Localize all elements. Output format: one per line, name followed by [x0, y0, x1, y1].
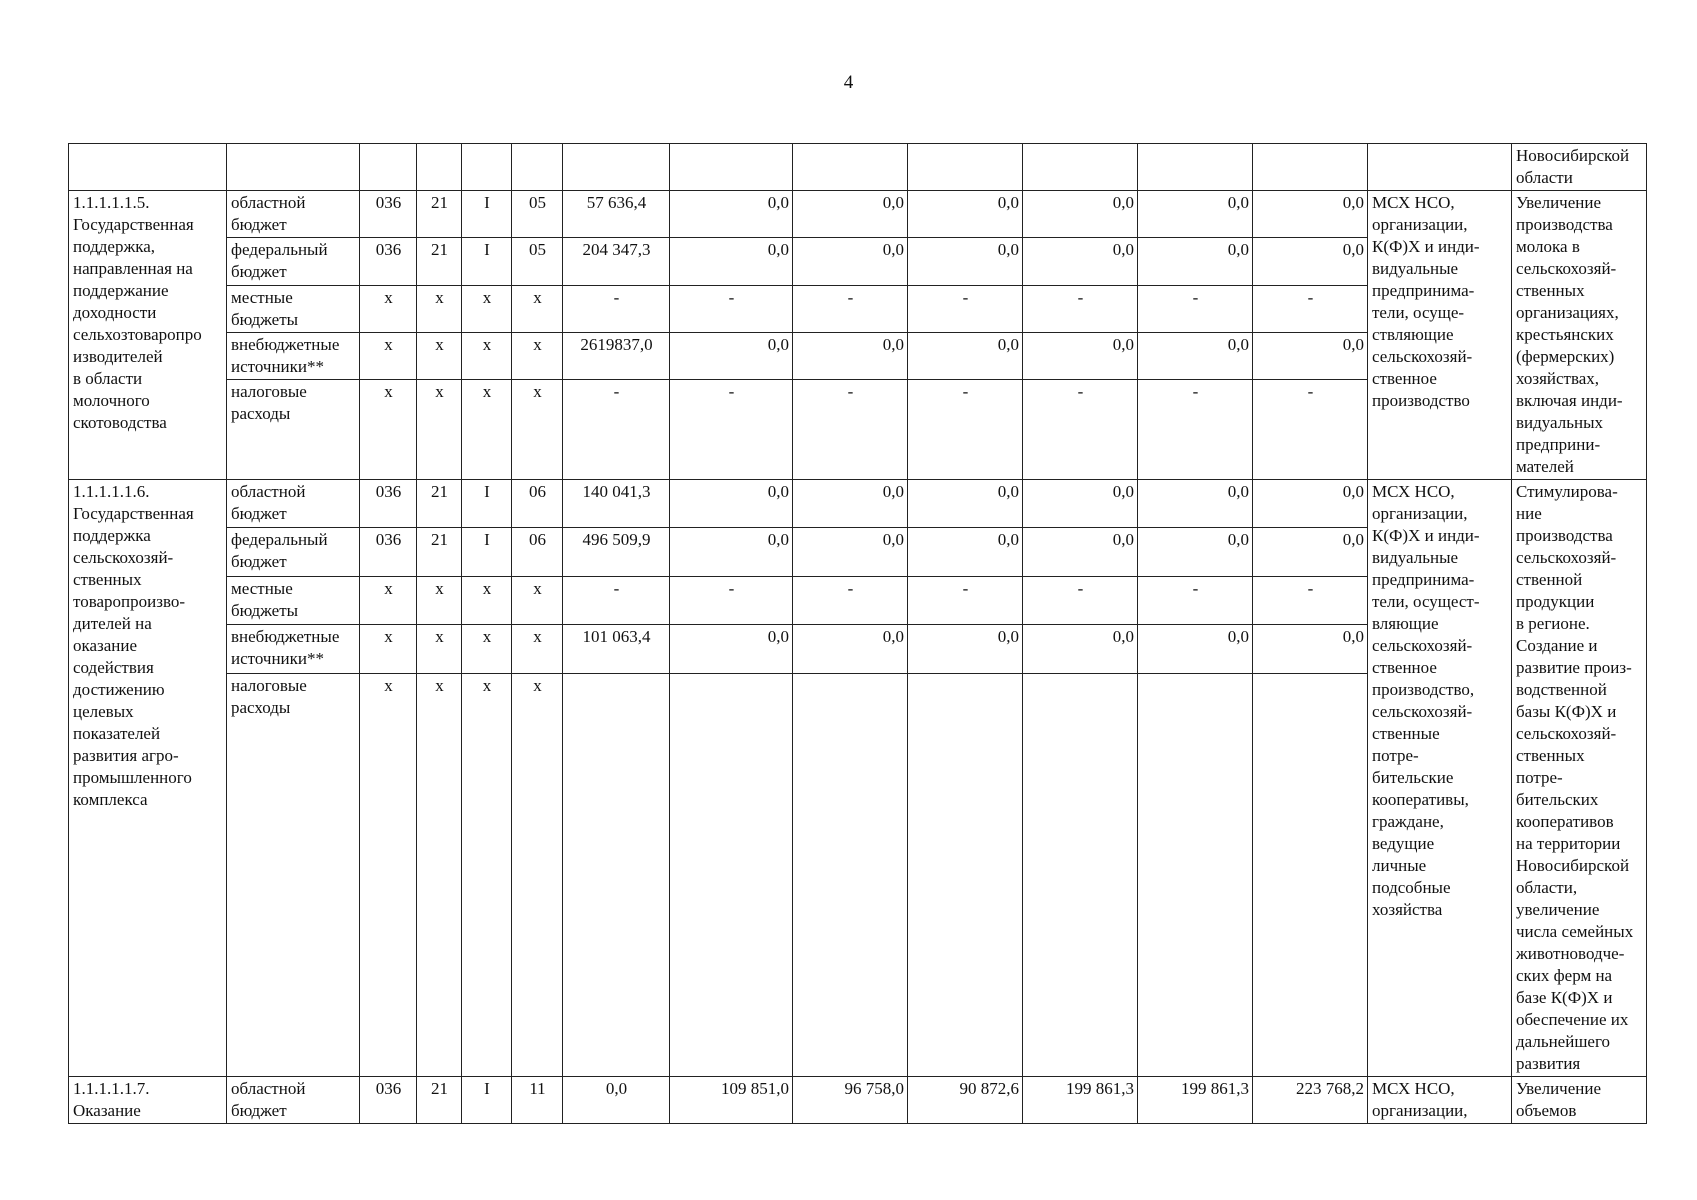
cs-cell: 11	[512, 1077, 563, 1124]
value-cell: -	[793, 380, 908, 480]
cs-cell: 06	[512, 528, 563, 576]
value-cell: 0,0	[1138, 191, 1253, 238]
value-cell	[793, 673, 908, 1077]
value-cell: 0,0	[1253, 191, 1368, 238]
pr-cell	[462, 144, 512, 191]
value-cell: 0,0	[793, 480, 908, 528]
grbs-cell: x	[360, 625, 417, 673]
value-cell: -	[1253, 285, 1368, 332]
cs-cell: x	[512, 625, 563, 673]
table-row	[69, 1077, 1647, 1124]
goal-cell: Увеличение объемов	[1512, 1077, 1647, 1124]
value-cell: 0,0	[1138, 480, 1253, 528]
cs-cell	[512, 144, 563, 191]
value-cell	[1253, 673, 1368, 1077]
cs-cell: x	[512, 576, 563, 624]
source-cell: налоговые расходы	[227, 380, 360, 480]
cs-cell: x	[512, 285, 563, 332]
value-cell: 223 768,2	[1253, 1077, 1368, 1124]
value-cell: -	[793, 576, 908, 624]
pr-cell: I	[462, 528, 512, 576]
pr-cell: I	[462, 238, 512, 285]
value-cell	[908, 673, 1023, 1077]
value-cell: 0,0	[1138, 625, 1253, 673]
source-cell: налоговые расходы	[227, 673, 360, 1077]
grbs-cell: 036	[360, 480, 417, 528]
activity-cell	[69, 144, 227, 191]
value-cell: -	[1138, 285, 1253, 332]
pr-cell: I	[462, 480, 512, 528]
grbs-cell: 036	[360, 191, 417, 238]
value-cell: 0,0	[793, 191, 908, 238]
rz-cell: 21	[417, 238, 462, 285]
source-cell: внебюджетные источники**	[227, 625, 360, 673]
value-cell: 0,0	[670, 528, 793, 576]
grbs-cell: x	[360, 380, 417, 480]
value-cell: 0,0	[1253, 332, 1368, 379]
value-cell	[1138, 673, 1253, 1077]
grbs-cell: x	[360, 285, 417, 332]
value-cell: 0,0	[1253, 480, 1368, 528]
value-cell: 0,0	[1023, 480, 1138, 528]
value-cell	[670, 144, 793, 191]
pr-cell: x	[462, 332, 512, 379]
cs-cell: 05	[512, 238, 563, 285]
value-cell: 0,0	[670, 480, 793, 528]
rz-cell: x	[417, 625, 462, 673]
value-cell: 0,0	[670, 332, 793, 379]
value-cell: -	[670, 380, 793, 480]
grbs-cell	[360, 144, 417, 191]
value-cell: 0,0	[1253, 625, 1368, 673]
value-cell: -	[670, 285, 793, 332]
source-cell: местные бюджеты	[227, 576, 360, 624]
value-cell: 0,0	[1023, 625, 1138, 673]
value-cell: 0,0	[1253, 238, 1368, 285]
value-cell: 0,0	[670, 191, 793, 238]
value-cell: -	[563, 380, 670, 480]
pr-cell: x	[462, 285, 512, 332]
activity-cell: 1.1.1.1.1.7. Оказание	[69, 1077, 227, 1124]
rz-cell: 21	[417, 528, 462, 576]
value-cell	[563, 673, 670, 1077]
source-cell	[227, 144, 360, 191]
value-cell: -	[908, 380, 1023, 480]
value-cell: -	[1023, 285, 1138, 332]
value-cell: -	[1023, 576, 1138, 624]
pr-cell: x	[462, 625, 512, 673]
value-cell: 0,0	[908, 528, 1023, 576]
value-cell: 0,0	[1138, 528, 1253, 576]
value-cell: 0,0	[908, 191, 1023, 238]
rz-cell	[417, 144, 462, 191]
cs-cell: x	[512, 380, 563, 480]
pr-cell: I	[462, 1077, 512, 1124]
value-cell	[1253, 144, 1368, 191]
activity-cell: 1.1.1.1.1.6. Государственная поддержка сельскохозяй- ственных товаропроизво- дителей на оказание содействия достижению целевых показателей развития агро- промышленного комплекса	[69, 480, 227, 1077]
value-cell: 0,0	[1253, 528, 1368, 576]
value-cell: 204 347,3	[563, 238, 670, 285]
value-cell: 0,0	[1138, 238, 1253, 285]
grbs-cell: 036	[360, 528, 417, 576]
grbs-cell: x	[360, 332, 417, 379]
value-cell	[1023, 673, 1138, 1077]
value-cell: 109 851,0	[670, 1077, 793, 1124]
source-cell: федеральный бюджет	[227, 238, 360, 285]
activity-cell: 1.1.1.1.1.5. Государственная поддержка, направленная на поддержание доходности сельхозтоваропро изводителей в области молочного скотоводства	[69, 191, 227, 480]
value-cell: -	[563, 285, 670, 332]
rz-cell: x	[417, 285, 462, 332]
rz-cell: x	[417, 380, 462, 480]
value-cell: 199 861,3	[1023, 1077, 1138, 1124]
value-cell: -	[1138, 380, 1253, 480]
value-cell: -	[908, 285, 1023, 332]
goal-cell: Увеличение производства молока в сельскохозяй- ственных организациях, крестьянских (фермерских) хозяйствах, включая инди- видуальных предприни- мателей	[1512, 191, 1647, 480]
table-row	[69, 191, 1647, 238]
value-cell: 0,0	[1138, 332, 1253, 379]
value-cell: 496 509,9	[563, 528, 670, 576]
rz-cell: x	[417, 673, 462, 1077]
source-cell: областной бюджет	[227, 1077, 360, 1124]
cs-cell: 05	[512, 191, 563, 238]
cs-cell: 06	[512, 480, 563, 528]
rz-cell: 21	[417, 191, 462, 238]
value-cell: -	[908, 576, 1023, 624]
source-cell: местные бюджеты	[227, 285, 360, 332]
value-cell	[563, 144, 670, 191]
value-cell: 96 758,0	[793, 1077, 908, 1124]
value-cell: 0,0	[908, 480, 1023, 528]
cs-cell: x	[512, 673, 563, 1077]
value-cell: 0,0	[908, 238, 1023, 285]
pr-cell: x	[462, 380, 512, 480]
table-row	[69, 144, 1647, 191]
value-cell: 0,0	[793, 625, 908, 673]
value-cell: 140 041,3	[563, 480, 670, 528]
value-cell: 0,0	[1023, 238, 1138, 285]
value-cell: 0,0	[793, 528, 908, 576]
value-cell: -	[670, 576, 793, 624]
rz-cell: 21	[417, 1077, 462, 1124]
page-number: 4	[843, 72, 854, 93]
grbs-cell: x	[360, 576, 417, 624]
value-cell: 0,0	[1023, 191, 1138, 238]
value-cell: 2619837,0	[563, 332, 670, 379]
grbs-cell: x	[360, 673, 417, 1077]
source-cell: внебюджетные источники**	[227, 332, 360, 379]
value-cell: -	[793, 285, 908, 332]
value-cell: 101 063,4	[563, 625, 670, 673]
budget-table	[68, 143, 1647, 1124]
cs-cell: x	[512, 332, 563, 379]
pr-cell: x	[462, 673, 512, 1077]
pr-cell: I	[462, 191, 512, 238]
executors-cell: МСХ НСО, организации, К(Ф)Х и инди- видуальные предпринима- тели, осущест- вляющие сельскохозяй- ственное производство, сельскохозяй- ственные потре- бительские кооперативы, граждане, ведущие личные подсобные хозяйства	[1368, 480, 1512, 1077]
value-cell: -	[1253, 576, 1368, 624]
pr-cell: x	[462, 576, 512, 624]
value-cell: 0,0	[793, 238, 908, 285]
rz-cell: x	[417, 576, 462, 624]
value-cell	[1023, 144, 1138, 191]
source-cell: федеральный бюджет	[227, 528, 360, 576]
rz-cell: 21	[417, 480, 462, 528]
executors-cell	[1368, 144, 1512, 191]
value-cell: 0,0	[908, 625, 1023, 673]
value-cell: 199 861,3	[1138, 1077, 1253, 1124]
source-cell: областной бюджет	[227, 191, 360, 238]
table-row	[69, 480, 1647, 528]
value-cell	[1138, 144, 1253, 191]
value-cell	[670, 673, 793, 1077]
rz-cell: x	[417, 332, 462, 379]
source-cell: областной бюджет	[227, 480, 360, 528]
value-cell	[793, 144, 908, 191]
value-cell: -	[1138, 576, 1253, 624]
executors-cell: МСХ НСО, организации, К(Ф)Х и инди- видуальные предпринима- тели, осуще- ствляющие сельскохозяй- ственное производство	[1368, 191, 1512, 480]
value-cell: 90 872,6	[908, 1077, 1023, 1124]
grbs-cell: 036	[360, 238, 417, 285]
value-cell: -	[563, 576, 670, 624]
value-cell: 0,0	[793, 332, 908, 379]
value-cell	[908, 144, 1023, 191]
value-cell: -	[1023, 380, 1138, 480]
value-cell: 0,0	[670, 238, 793, 285]
value-cell: 57 636,4	[563, 191, 670, 238]
value-cell: -	[1253, 380, 1368, 480]
value-cell: 0,0	[1023, 528, 1138, 576]
value-cell: 0,0	[563, 1077, 670, 1124]
executors-cell: МСХ НСО, организации,	[1368, 1077, 1512, 1124]
grbs-cell: 036	[360, 1077, 417, 1124]
value-cell: 0,0	[1023, 332, 1138, 379]
value-cell: 0,0	[670, 625, 793, 673]
value-cell: 0,0	[908, 332, 1023, 379]
goal-cell: Стимулирова- ние производства сельскохозяй- ственной продукции в регионе. Создание и развитие произ- водственной базы К(Ф)Х и сельскохозяй- ственных потре- бительских кооперативов на территории Новосибирской области, увеличение числа семейных животноводче- ских ферм на базе К(Ф)Х и обеспечение их дальнейшего развития	[1512, 480, 1647, 1077]
goal-cell: Новосибирской области	[1512, 144, 1647, 191]
